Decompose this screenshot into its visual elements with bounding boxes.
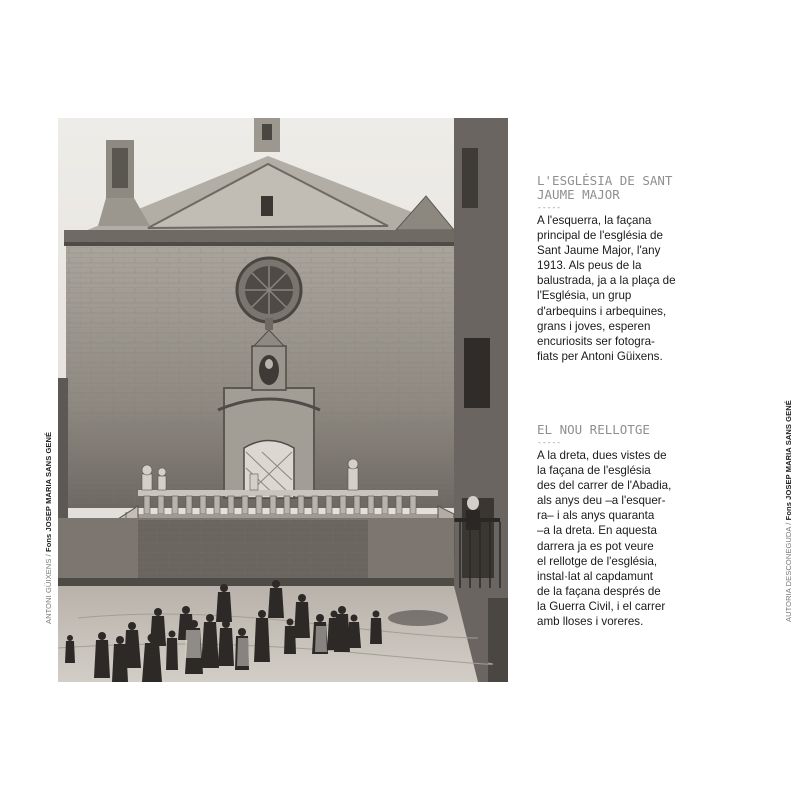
caption-line: instal·lat al capdamunt — [537, 569, 653, 583]
heading-line: L'ESGLÉSIA DE SANT — [537, 173, 673, 188]
section-heading — [537, 174, 682, 202]
caption-line: 1913. Als peus de la — [537, 259, 642, 273]
church-photo — [58, 118, 508, 682]
caption-line: amb lloses i voreres. — [537, 615, 644, 629]
caption-line: als anys deu –a l'esquer- — [537, 494, 666, 508]
credit-separator-left: / — [44, 551, 53, 559]
caption-line: balustrada, ja a la plaça de — [537, 274, 676, 288]
photo-credit-right — [784, 400, 793, 622]
caption-body — [537, 213, 682, 364]
caption-line: d'arbequins i arbequines, — [537, 304, 667, 318]
heading-line: EL NOU RELLOTGE — [537, 422, 650, 437]
credit-separator-right: / — [784, 520, 793, 527]
credit-author-left: ANTONI GÜIXENS — [44, 558, 53, 624]
credit-author-right: AUTORIA DESCONEGUDA — [784, 526, 793, 622]
credit-fons-right: Fons JOSEP MARIA SANS GENÉ — [784, 400, 793, 521]
caption-line: grans i joves, esperen — [537, 319, 651, 333]
caption-line: Sant Jaume Major, l'any — [537, 244, 661, 258]
caption-body — [537, 448, 682, 629]
heading-line: JAUME MAJOR — [537, 187, 620, 202]
heading-dash-divider: ----- — [537, 438, 562, 447]
photo-credit-left — [44, 432, 53, 624]
caption-line: principal de l'església de — [537, 229, 663, 243]
caption-line: l'Església, un grup — [537, 289, 632, 303]
caption-line: la Guerra Civil, i el carrer — [537, 599, 666, 613]
caption-section-church — [537, 174, 682, 364]
caption-line: encuriosits ser fotogra- — [537, 334, 655, 348]
caption-line: fiats per Antoni Güixens. — [537, 349, 663, 363]
caption-section-clock — [537, 423, 682, 629]
caption-line: la façana de l'església — [537, 464, 651, 478]
caption-line: A la dreta, dues vistes de — [537, 449, 667, 462]
caption-line: A l'esquerra, la façana — [537, 214, 652, 227]
caption-line: el rellotge de l'església, — [537, 554, 658, 568]
caption-line: de la façana després de — [537, 584, 661, 598]
section-heading — [537, 423, 682, 437]
caption-line: darrera ja es pot veure — [537, 539, 654, 553]
credit-fons-left: Fons JOSEP MARIA SANS GENÉ — [44, 431, 53, 552]
heading-dash-divider: ----- — [537, 203, 562, 212]
church-photo-drawing — [58, 118, 508, 682]
caption-line: des del carrer de l'Abadia, — [537, 479, 672, 493]
caption-line: ra– i als anys quaranta — [537, 509, 655, 523]
caption-line: –a la dreta. En aquesta — [537, 524, 657, 538]
